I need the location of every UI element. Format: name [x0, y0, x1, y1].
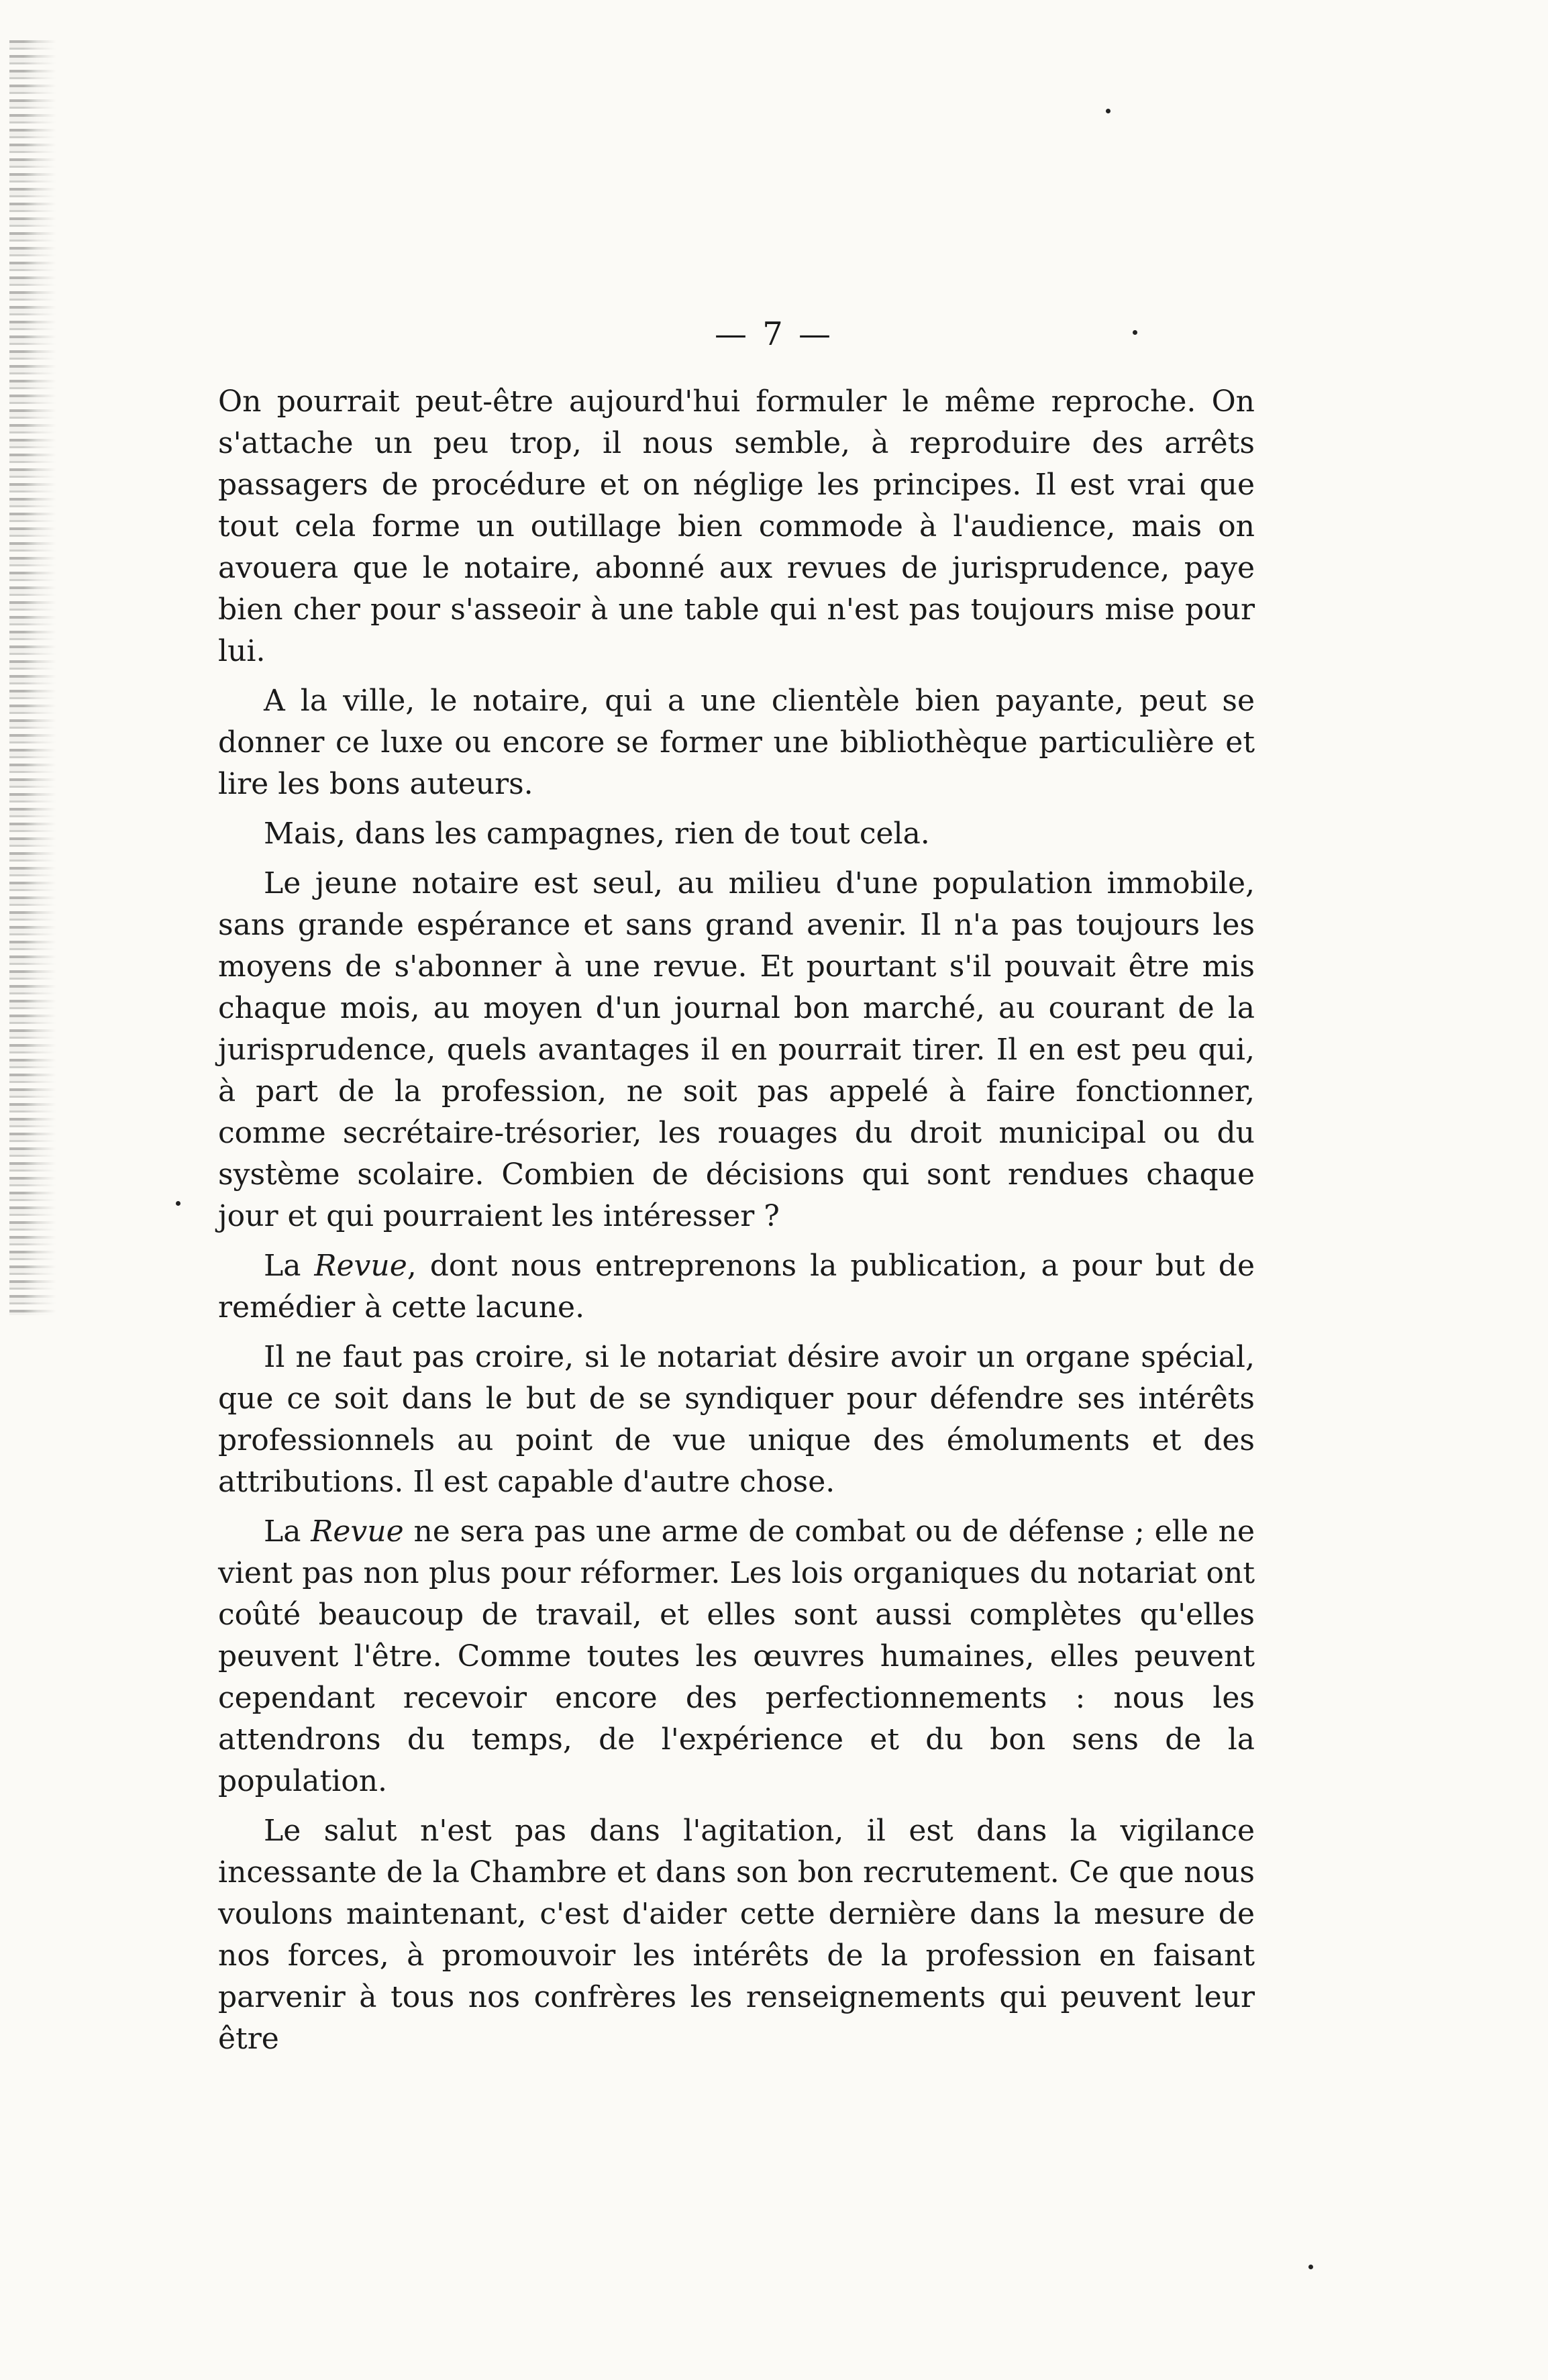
scan-edge-artifact	[9, 40, 56, 1315]
text-run: A la ville, le notaire, qui a une clientèle bien payante, peut se donner ce luxe ou encore se former une bibliothèque particulière et lire les bons auteurs.	[218, 684, 1255, 801]
paragraph	[218, 381, 1255, 672]
text-run: On pourrait peut-être aujourd'hui formuler le même reproche. On s'attache un peu trop, il nous semble, à reproduire des arrêts passagers de procédure et on néglige les principes. Il est vrai que tout cela forme un outillage bien commode à l'audience, mais on avouera que le notaire, abonné aux revues de jurisprudence, paye bien cher pour s'asseoir à une table qui n'est pas toujours mise pour lui.	[218, 384, 1255, 668]
speck	[1308, 2265, 1313, 2269]
text-run: Mais, dans les campagnes, rien de tout cela.	[264, 817, 930, 851]
body-text	[218, 381, 1255, 2068]
page-number: — 7 —	[714, 315, 834, 353]
speck	[176, 1201, 180, 1206]
text-run: La	[264, 1514, 311, 1549]
italic-title: Revue	[311, 1514, 404, 1549]
paragraph	[218, 1511, 1255, 1802]
text-run: La	[264, 1249, 315, 1283]
italic-title: Revue	[314, 1249, 407, 1283]
text-run: Le jeune notaire est seul, au milieu d'une population immobile, sans grande espérance et sans grand avenir. Il n'a pas toujours les moyens de s'abonner à une revue. Et pourtant s'il pouvait être mis chaque mois, au moyen d'un journal bon marché, au courant de la jurisprudence, quels avantages il en pourrait tirer. Il en est peu qui, à part de la profession, ne soit pas appelé à faire fonctionner, comme secrétaire-trésorier, les rouages du droit municipal ou du système scolaire. Combien de décisions qui sont rendues chaque jour et qui pourraient les intéresser ?	[218, 866, 1255, 1233]
text-run: Le salut n'est pas dans l'agitation, il est dans la vigilance incessante de la Chambre et dans son bon recrutement. Ce que nous voulons maintenant, c'est d'aider cette dernière dans la mesure de nos forces, à promouvoir les intérêts de la profession en faisant parvenir à tous nos confrères les renseignements qui peuvent leur être	[218, 1814, 1255, 2056]
speck	[1106, 109, 1111, 113]
text-run: Il ne faut pas croire, si le notariat désire avoir un organe spécial, que ce soit dans le but de se syndiquer pour défendre ses intérêts professionnels au point de vue unique des émoluments et des attributions. Il est capable d'autre chose.	[218, 1340, 1255, 1499]
paragraph	[218, 680, 1255, 805]
paragraph	[218, 1337, 1255, 1503]
paragraph	[218, 1245, 1255, 1329]
paragraph	[218, 813, 1255, 855]
text-run: ne sera pas une arme de combat ou de défense ; elle ne vient pas non plus pour réformer. Les lois organiques du notariat ont coûté beaucoup de travail, et elles sont aussi complètes qu'elles peuvent l'être. Comme toutes les œuvres humaines, elles peuvent cependant recevoir encore des perfectionnements : nous les attendrons du temps, de l'expérience et du bon sens de la population.	[218, 1514, 1255, 1798]
text-run: , dont nous entreprenons la publication, a pour but de remédier à cette lacune.	[218, 1249, 1255, 1325]
paragraph	[218, 863, 1255, 1237]
paragraph	[218, 1810, 1255, 2060]
